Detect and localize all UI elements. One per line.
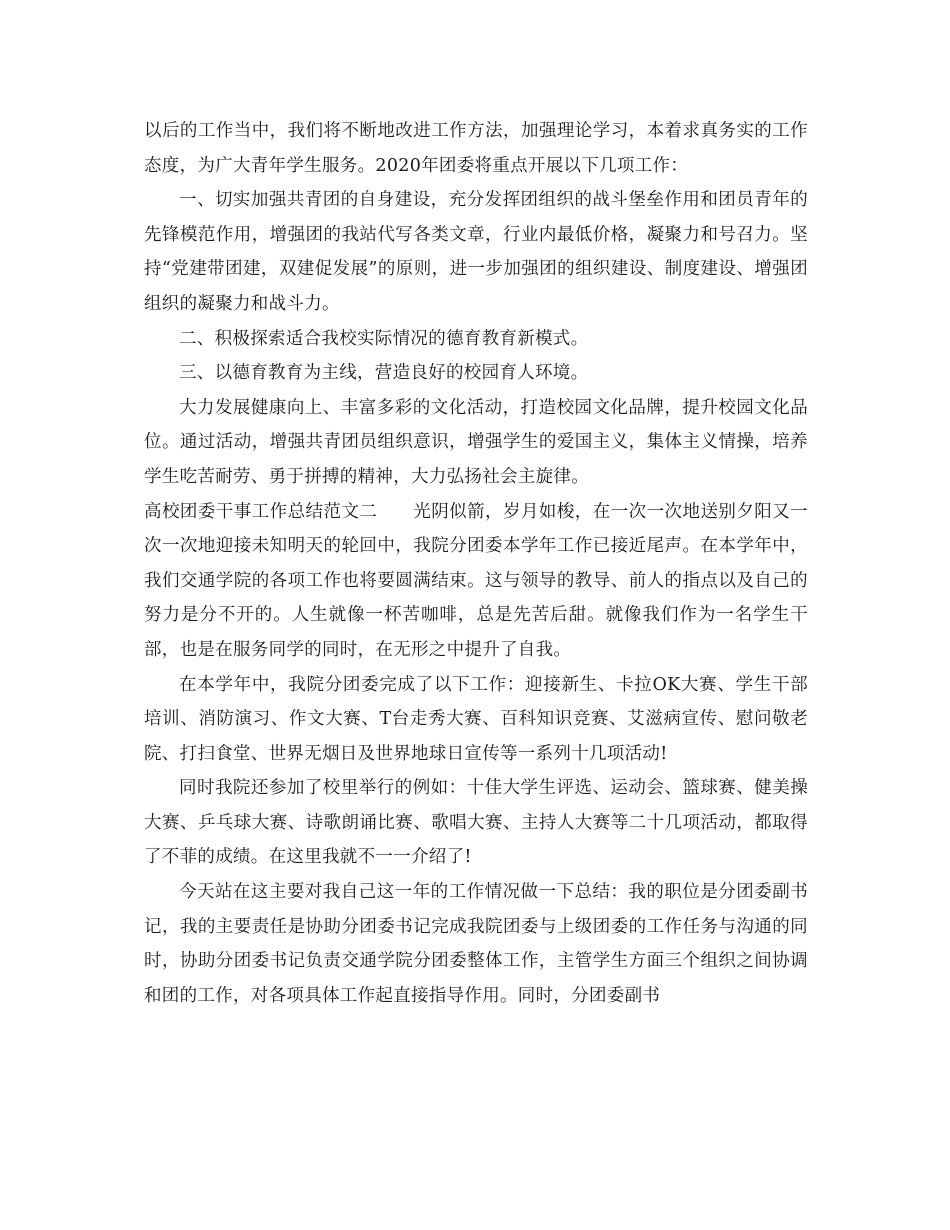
paragraph-completed-work: 在本学年中，我院分团委完成了以下工作：迎接新生、卡拉OK大赛、学生干部培训、消防演习、作文大赛、T台走秀大赛、百科知识竞赛、艾滋病宣传、慰问敬老院、打扫食堂、世界无烟日及世界地球日宣传等一系列十几项活动! bbox=[144, 674, 808, 764]
paragraph-item-two: 二、积极探索适合我校实际情况的德育教育新模式。 bbox=[179, 328, 589, 349]
paragraph-personal-summary: 今天站在这主要对我自己这一年的工作情况做一下总结：我的职位是分团委副书记，我的主要责任是协助分团委书记完成我院团委与上级团委的工作任务与沟通的同时，协助分团委书记负责交通学院分团委整体工作，主管学生方面三个组织之间协调和团的工作，对各项具体工作起直接指导作用。同时，分团委副书 bbox=[144, 882, 808, 1006]
paragraph-continuation: 以后的工作当中，我们将不断地改进工作方法，加强理论学习，本着求真务实的工作态度，为广大青年学生服务。2020年团委将重点开展以下几项工作： bbox=[144, 121, 808, 176]
document-body bbox=[144, 114, 808, 1013]
paragraph-item-three: 三、以德育教育为主线，营造良好的校园育人环境。 bbox=[179, 363, 589, 384]
paragraph-school-events: 同时我院还参加了校里举行的例如：十佳大学生评选、运动会、篮球赛、健美操大赛、乒乓球大赛、诗歌朗诵比赛、歌唱大赛、主持人大赛等二十几项活动，都取得了不菲的成绩。在这里我就不一一介绍了! bbox=[144, 778, 808, 868]
paragraph-culture-activities: 大力发展健康向上、丰富多彩的文化活动，打造校园文化品牌，提升校园文化品位。通过活动，增强共青团员组织意识，增强学生的爱国主义，集体主义情操，培养学生吃苦耐劳、勇于拼搏的精神，大力弘扬社会主旋律。 bbox=[144, 397, 808, 487]
paragraph-item-one: 一、切实加强共青团的自身建设，充分发挥团组织的战斗堡垒作用和团员青年的先锋模范作用，增强团的我站代写各类文章，行业内最低价格，凝聚力和号召力。坚持“党建带团建，双建促发展”的原则，进一步加强团的组织建设、制度建设、增强团组织的凝聚力和战斗力。 bbox=[144, 190, 808, 314]
paragraph-section-two-heading: 高校团委干事工作总结范文二 光阴似箭，岁月如梭，在一次一次地送别夕阳又一次一次地迎接未知明天的轮回中，我院分团委本学年工作已接近尾声。在本学年中，我们交通学院的各项工作也将要圆满结束。这与领导的教导、前人的指点以及自己的努力是分不开的。人生就像一杯苦咖啡，总是先苦后甜。就像我们作为一名学生干部，也是在服务同学的同时，在无形之中提升了自我。 bbox=[144, 501, 808, 660]
